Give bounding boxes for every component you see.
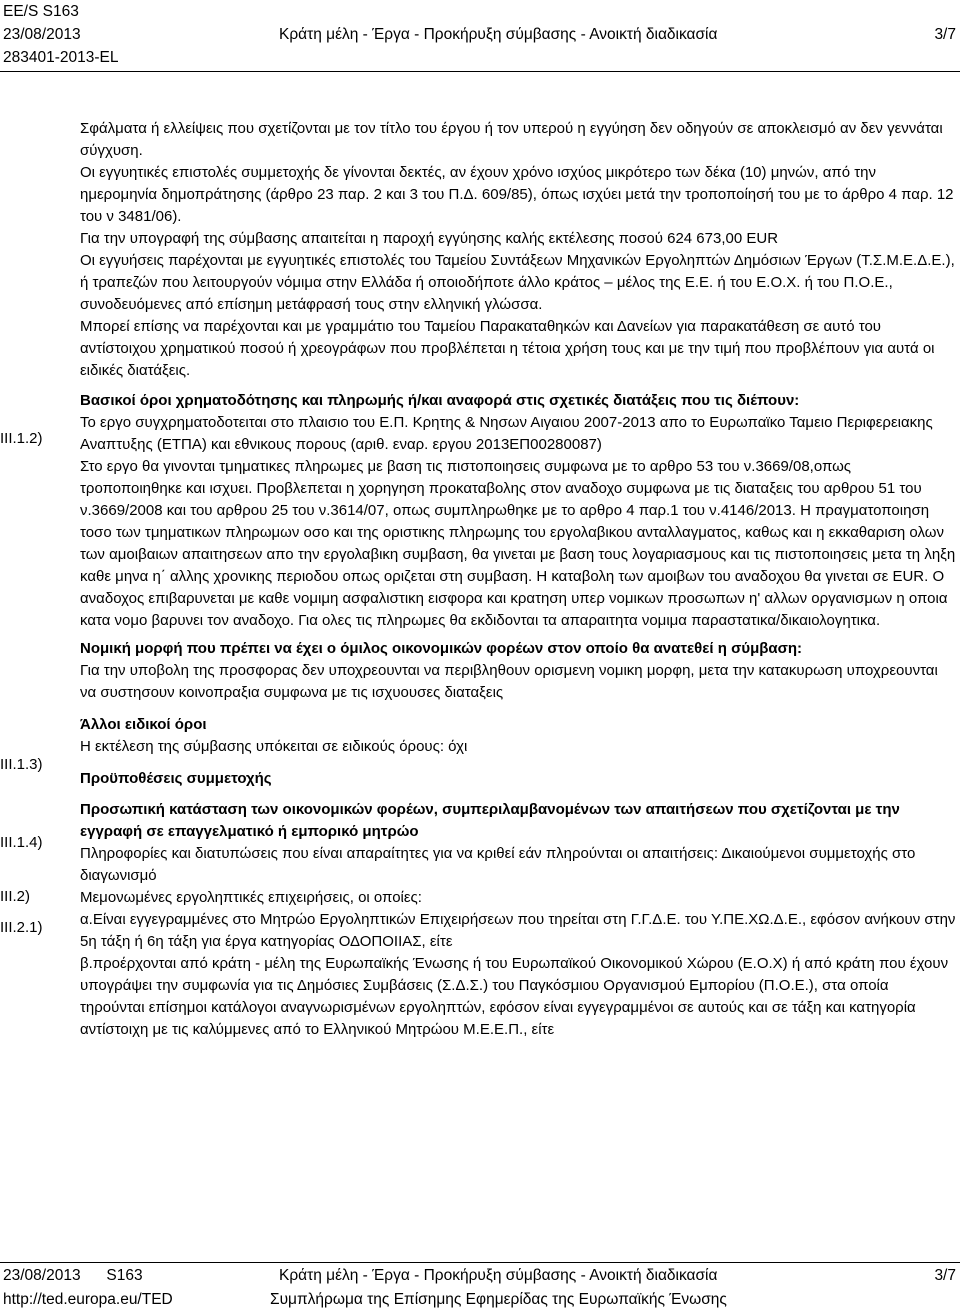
paragraph: Η εκτέλεση της σύμβασης υπόκειται σε ειδικούς όρους: όχι	[80, 738, 468, 755]
page-footer	[0, 1262, 960, 1311]
footer-page-number: 3/7	[934, 1267, 956, 1284]
paragraph: Μπορεί επίσης να παρέχονται και με γραμμάτιο του Ταμείου Παρακαταθηκών και Δανείων για παρακατάθεση σε αυτό του αντίστοιχου χρηματικού ποσού ή χρεογράφων που προβλέπεται η τέτοια χρήση τους και με την τιμή που προβλέπουν για αυτά οι ειδικές διατάξεις.	[80, 318, 935, 379]
section-label-iii-2: III.2)	[0, 888, 31, 905]
paragraph: α.Είναι εγγεγραμμένες στο Μητρώο Εργοληπτικών Επιχειρήσεων που τηρείται στη Γ.Γ.Δ.Ε. του Υ.ΠΕ.ΧΩ.Δ.Ε., εφόσον ανήκουν στην 5η τάξη ή 6η τάξη για έργα κατηγορίας ΟΔΟΠΟΙΙΑΣ, είτε	[80, 911, 956, 950]
header-doc-number: 283401-2013-EL	[3, 49, 119, 66]
section-title-financing: Βασικοί όροι χρηματοδότησης και πληρωμής ή/και αναφορά στις σχετικές διατάξεις που τις διέπουν:	[80, 392, 800, 409]
header-date: 23/08/2013	[3, 26, 81, 43]
paragraph: Για την υπογραφή της σύμβασης απαιτείται η παροχή εγγύησης καλής εκτέλεσης ποσού 624 673,00 EUR	[80, 230, 779, 247]
section-label-iii-2-1: III.2.1)	[0, 919, 43, 936]
document-body	[80, 118, 956, 1041]
paragraph: Οι εγγυήσεις παρέχονται με εγγυητικές επιστολές του Ταμείου Συντάξεων Μηχανικών Εργοληπτών Δημόσιων Έργων (Τ.Σ.Μ.Ε.Δ.Ε.), ή τραπεζών που λειτουργούν νόμιμα στην Ελλάδα ή οποιοδήποτε άλλο κράτος – μέλος της Ε.Ε. ή του Ε.Ο.Χ. ή του Π.Ο.Ε., συνοδευόμενες από επίσημη μετάφρασή τους στην ελληνική γλώσσα.	[80, 252, 955, 313]
paragraph: Σφάλματα ή ελλείψεις που σχετίζονται με τον τίτλο του έργου ή τον υπερού η εγγύηση δεν οδηγούν σε αποκλεισμό αν δεν γεννάται σύγχυση.	[80, 120, 943, 159]
paragraph: Το εργο συγχρηματοδοτειται στο πλαισιο του Ε.Π. Κρητης & Νησων Αιγαιου 2007-2013 απο το Ευρωπαϊκο Ταμειο Περιφερειακης Αναπτυξης (ΕΤΠΑ) και εθνικους πορους (αριθ. εναρ. εργου 2013ΕΠ00280087)	[80, 414, 933, 453]
page-header	[0, 0, 960, 72]
footer-date-code: 23/08/2013 S163	[3, 1267, 143, 1284]
section-title-legal-form: Νομική μορφή που πρέπει να έχει ο όμιλος οικονομικών φορέων στον οποίο θα ανατεθεί η σύμβαση:	[80, 640, 803, 657]
footer-title: Κράτη μέλη - Έργα - Προκήρυξη σύμβασης - Ανοικτή διαδικασία	[279, 1267, 718, 1284]
section-label-iii-1-2: III.1.2)	[0, 430, 43, 447]
header-edition: EE/S S163	[3, 3, 79, 20]
section-title-participation: Προϋποθέσεις συμμετοχής	[80, 770, 272, 787]
section-title-personal-situation: Προσωπική κατάσταση των οικονομικών φορέων, συμπεριλαμβανομένων των απαιτήσεων που σχετίζονται με την εγγραφή σε επαγγελματικό ή εμπορικό μητρώο	[80, 801, 900, 840]
header-divider	[0, 71, 960, 72]
paragraph: Για την υποβολη της προσφορας δεν υποχρεουνται να περιβληθουν ορισμενη νομικη μορφη, μετα την κατακυρωση υποχρεουνται να συστησουν κοινοπραξια συμφωνα με τις ισχυουσες διαταξεις	[80, 662, 938, 701]
footer-link[interactable]: http://ted.europa.eu/TED	[3, 1291, 173, 1308]
paragraph: Πληροφορίες και διατυπώσεις που είναι απαραίτητες για να κριθεί εάν πληρούνται οι απαιτήσεις: Δικαιούμενοι συμμετοχής στο διαγωνισμό	[80, 845, 916, 884]
footer-subtitle: Συμπλήρωμα της Επίσημης Εφημερίδας της Ευρωπαϊκής Ένωσης	[270, 1291, 727, 1308]
section-label-iii-1-4: III.1.4)	[0, 834, 43, 851]
header-title: Κράτη μέλη - Έργα - Προκήρυξη σύμβασης - Ανοικτή διαδικασία	[279, 26, 718, 43]
section-label-iii-1-3: III.1.3)	[0, 756, 43, 773]
section-title-other-conditions: Άλλοι ειδικοί όροι	[80, 716, 207, 733]
paragraph: Στο εργο θα γινονται τμηματικες πληρωμες με βαση τις πιστοποιησεις συμφωνα με το αρθρο 53 του ν.3669/08,οπως τροποποιηθηκε και ισχυει. Προβλεπεται η χορηγηση προκαταβολης στον αναδοχο συμφωνα με τις διαταξεις του αρθρου 51 του ν.3669/2008 και του αρθρου 25 του ν.3614/07, οπως συμπληρωθηκε με το αρθρο 4 παρ.1 του ν.4146/2013. Η πραγματοποιηση τοσο των τμηματικων πληρωμων οσο και της οριστικης πληρωμης του εργολαβικου ανταλλαγματος, καθως και η εκκαθαριση ολων των αμοιβαιων απαιτησεων απο την εργολαβικη συμβαση, θα γινεται με βαση τους λογαριασμους και τις πιστοποιησεις μετα τη ληξη καθε μηνα η΄ αλλης χρονικης περιοδου οπως οριζεται στη συμβαση. Η καταβολη των αμοιβων του αναδοχου θα γινεται σε EUR. Ο αναδοχος επιβαρυνεται με καθε νομιμη ασφαλιστικη εισφορα και κρατηση υπερ νομικων προσωπων η' αλλων οργανισμων η οποια κατα νομο βαρυνει τον αναδοχο. Για ολες τις πληρωμες θα εκδιδονται τα απαραιτητα νομιμα παραστατικα/δικαιολογητικα.	[80, 458, 956, 629]
paragraph: Μεμονωμένες εργοληπτικές επιχειρήσεις, οι οποίες:	[80, 889, 422, 906]
header-page-number: 3/7	[934, 26, 956, 43]
paragraph: β.προέρχονται από κράτη - μέλη της Ευρωπαϊκής Ένωσης ή του Ευρωπαϊκού Οικονομικού Χώρου (Ε.Ο.Χ) ή από κράτη που έχουν υπογράψει την συμφωνία για τις Δημόσιες Συμβάσεις (Σ.Δ.Σ.) του Παγκόσμιου Οργανισμού Εμπορίου (Π.Ο.Ε.), στα οποία τηρούνται επίσημοι κατάλογοι αναγνωρισμένων εργοληπτών, εφόσον είναι εγγεγραμμένοι σε αυτούς και σε τάξη και κατηγορία αντίστοιχη με τις καλύμμενες από το Ελληνικού Μητρώου Μ.Ε.Ε.Π., είτε	[80, 955, 949, 1038]
paragraph: Οι εγγυητικές επιστολές συμμετοχής δε γίνονται δεκτές, αν έχουν χρόνο ισχύος μικρότερο των δέκα (10) μηνών, από την ημερομηνία δημοπράτησης (άρθρο 23 παρ. 2 και 3 του Π.Δ. 609/85), όπως ισχύει μετά την τροποποίησή του με το άρθρο 4 παρ. 12 του ν 3481/06).	[80, 164, 954, 225]
header-left	[3, 0, 119, 69]
